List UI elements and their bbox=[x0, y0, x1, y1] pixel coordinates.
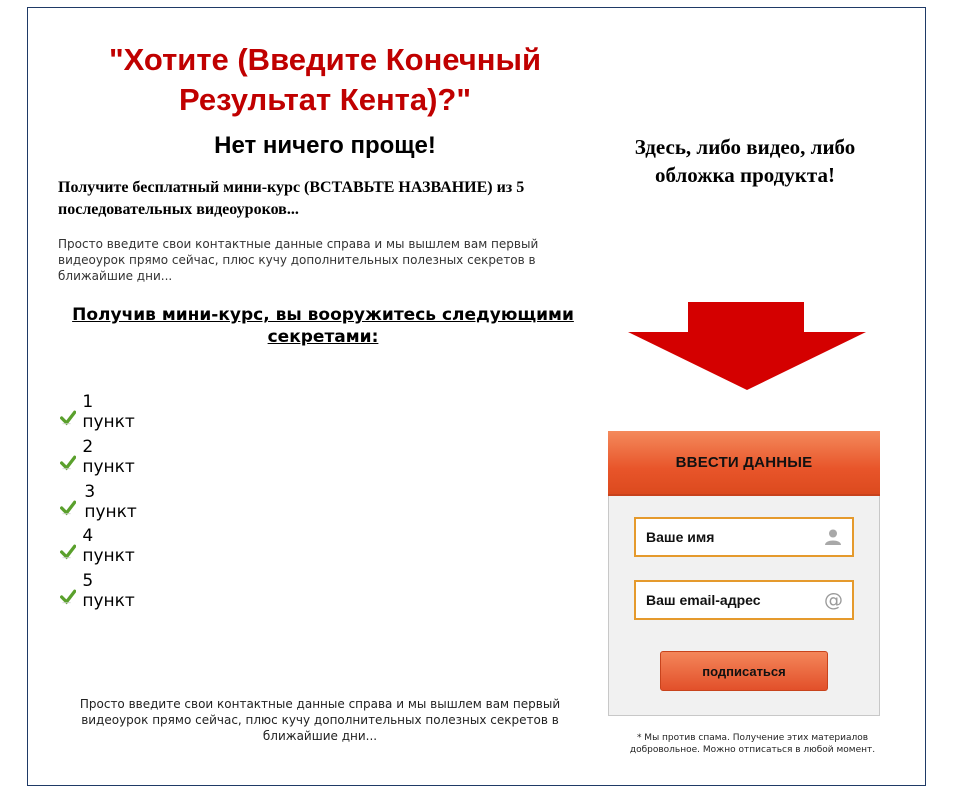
list-item bbox=[60, 526, 138, 566]
optin-form bbox=[608, 431, 880, 716]
secrets-heading: Получив мини-курс, вы вооружитесь следующими секретами: bbox=[72, 305, 574, 347]
list-item bbox=[60, 437, 138, 477]
lead-text: Получите бесплатный мини-курс (ВСТАВЬТЕ НАЗВАНИЕ) из 5 последовательных видеоуроков... bbox=[58, 179, 525, 218]
name-input[interactable] bbox=[636, 528, 818, 546]
list-item bbox=[60, 482, 140, 522]
check-icon bbox=[60, 542, 76, 562]
subheadline: Нет ничего проще! bbox=[214, 132, 436, 159]
subscribe-button[interactable]: подписаться bbox=[660, 651, 828, 691]
point-label: 4 пункт bbox=[82, 526, 135, 566]
check-icon bbox=[60, 453, 76, 473]
spam-notice: * Мы против спама. Получение этих материалов добровольное. Можно отписаться в любой момент. bbox=[629, 733, 876, 755]
list-item bbox=[60, 571, 138, 611]
point-label: 1 пункт bbox=[82, 392, 135, 432]
form-title: ВВЕСТИ ДАННЫЕ bbox=[608, 431, 880, 496]
email-input[interactable] bbox=[636, 591, 818, 609]
intro-text: Просто введите свои контактные данные справа и мы вышлем вам первый видеоурок прямо сейчас, плюс кучу дополнительных полезных секретов в ближайшие дни... bbox=[58, 237, 539, 283]
check-icon bbox=[60, 587, 76, 607]
at-icon: @ bbox=[824, 589, 843, 611]
media-placeholder-heading: Здесь, либо видео, либо обложка продукта! bbox=[634, 135, 856, 187]
check-icon bbox=[60, 408, 76, 428]
page-headline: "Хотите (Введите Конечный Результат Кента)?" bbox=[108, 42, 542, 117]
email-field[interactable] bbox=[634, 580, 854, 620]
arrow-down-icon bbox=[628, 302, 866, 390]
list-item bbox=[60, 392, 138, 432]
point-label: 5 пункт bbox=[82, 571, 135, 611]
point-label: 3 пункт bbox=[84, 482, 137, 522]
check-icon bbox=[60, 498, 76, 518]
name-field[interactable] bbox=[634, 517, 854, 557]
bottom-text: Просто введите свои контактные данные справа и мы вышлем вам первый видеоурок прямо сейчас, плюс кучу дополнительных полезных секретов в ближайшие дни... bbox=[79, 697, 561, 743]
user-icon bbox=[824, 528, 842, 546]
point-label: 2 пункт bbox=[82, 437, 135, 477]
